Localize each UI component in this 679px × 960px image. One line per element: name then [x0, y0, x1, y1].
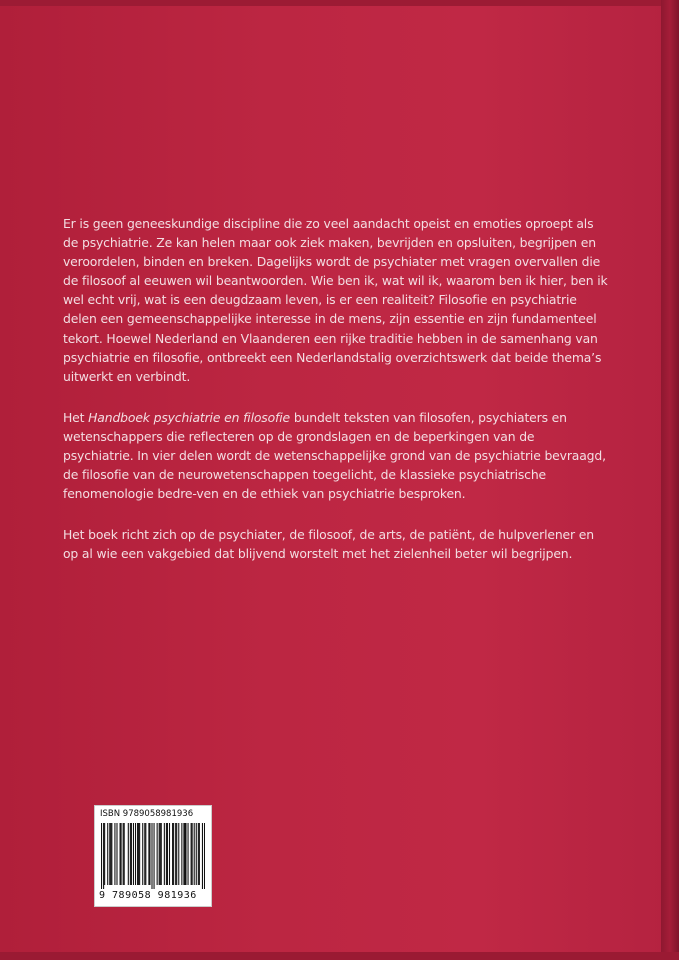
- cover-bottom-edge: [0, 952, 679, 960]
- blurb-paragraph-1: Er is geen geneeskundige discipline die zo veel aandacht opeist en emoties oproept als de psychiatrie. Ze kan helen maar ook ziek maken, bevrijden en opsluiten, begrijpen en veroordelen, binden en breken. Dagelijks wordt de psychiater met vragen overvallen die de filosoof al eeuwen wil beantwoorden. Wie ben ik, wat wil ik, waarom ben ik hier, ben ik wel echt vrij, wat is een deugdzaam leven, is er een realiteit? Filosofie en psychiatrie delen een gemeenschappelijke interesse in de mens, zijn essentie en zijn fundamenteel tekort. Hoewel Nederland en Vlaanderen een rijke traditie hebben in de samenhang van psychiatrie en filosofie, ontbreekt een Nederlandstalig overzichtswerk dat beide thema’s uitwerkt en verbindt.: [63, 216, 608, 384]
- isbn-label: ISBN 9789058981936: [100, 809, 194, 819]
- blurb-paragraph-2: [63, 408, 608, 503]
- blurb-p2-prefix: Het: [63, 409, 89, 425]
- isbn-barcode: [94, 805, 212, 907]
- barcode-graphic: [101, 823, 205, 889]
- book-title-italic: Handboek psychiatrie en filosofie: [88, 409, 291, 425]
- barcode-bars: [101, 823, 205, 889]
- blurb-paragraph-3: Het boek richt zich op de psychiater, de filosoof, de arts, de patiënt, de hulpverlener en op al wie een vakgebied dat blijvend worstelt met het zielenheil beter wil begrijpen.: [63, 527, 594, 562]
- cover-top-edge: [0, 0, 679, 6]
- cover-spine-edge: [661, 0, 679, 960]
- blurb-p2-rest: bundelt teksten van filosofen, psychiaters en wetenschappers die reflecteren op de grondslagen en de beperkingen van de psychiatrie. In vier delen wordt de wetenschappelijke grond van de psychiatrie bevraagd, de filosofie van de neurowetenschappen toegelicht, de klassieke psychiatrische fenomenologie bedre-ven en de ethiek van psychiatrie besproken.: [63, 409, 606, 502]
- blurb-text: [63, 214, 608, 586]
- ean-digits: 9 789058 981936: [99, 890, 197, 901]
